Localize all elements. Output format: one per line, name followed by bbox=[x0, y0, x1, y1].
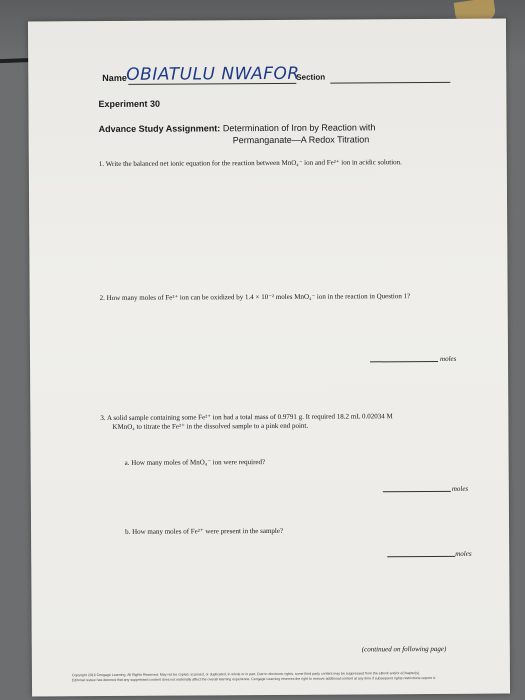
answer-line-q3a bbox=[383, 491, 451, 492]
assignment-title-line2: Permanganate—A Redox Titration bbox=[232, 134, 370, 146]
assignment-label: Advance Study Assignment: bbox=[98, 123, 221, 135]
footer-line1: Copyright 2016 Cengage Learning. All Rights Reserved. May not be copied, scanned, or duplicated, in whole or in part. Due to electronic rights, some third party content may be suppressed from the eBook and/or eChapter(s). bbox=[71, 671, 421, 678]
unit-q3a: moles bbox=[451, 484, 469, 493]
footer-line2: Editorial review has deemed that any suppressed content does not materially affect the overall learning experience. Cengage Learning reserves the right to remove additional content at any time if subsequent rights restrictions require it. bbox=[71, 675, 436, 683]
answer-line-q3b bbox=[387, 556, 455, 557]
question-3 bbox=[100, 412, 480, 432]
section-line bbox=[330, 82, 450, 84]
question-3-line1: 3. A solid sample containing some Fe²⁺ ion had a total mass of 0.9791 g. It required 18.2 mL 0.02034 M bbox=[100, 412, 393, 423]
assignment-title bbox=[99, 121, 499, 147]
section-label: Section bbox=[296, 72, 326, 82]
name-label: Name bbox=[102, 72, 127, 84]
continued-note: (continued on following page) bbox=[361, 644, 447, 654]
unit-q3b: moles bbox=[455, 549, 472, 558]
unit-q2: moles bbox=[439, 354, 457, 363]
name-handwritten: OBIATULU NWAFOR bbox=[126, 63, 300, 85]
question-3a: a. How many moles of MnO₄⁻ ion were required? bbox=[124, 458, 266, 467]
experiment-heading: Experiment 30 bbox=[98, 98, 161, 110]
question-2: 2. How many moles of Fe²⁺ ion can be oxidized by 1.4 × 10⁻² moles MnO₄⁻ ion in the reaction in Question 1? bbox=[99, 292, 411, 303]
question-3b: b. How many moles of Fe²⁺ were present in the sample? bbox=[125, 526, 284, 536]
worksheet-page bbox=[28, 19, 510, 697]
question-1: 1. Write the balanced net ionic equation for the reaction between MnO₄⁻ ion and Fe²⁺ ion in acidic solution. bbox=[98, 158, 402, 169]
assignment-title-line1: Determination of Iron by Reaction with bbox=[222, 122, 376, 134]
answer-line-q2 bbox=[370, 361, 438, 362]
copyright-footer bbox=[72, 671, 482, 684]
question-3-line2: KMnO₄ to titrate the Fe²⁺ in the dissolved sample to a pink end point. bbox=[112, 421, 309, 431]
